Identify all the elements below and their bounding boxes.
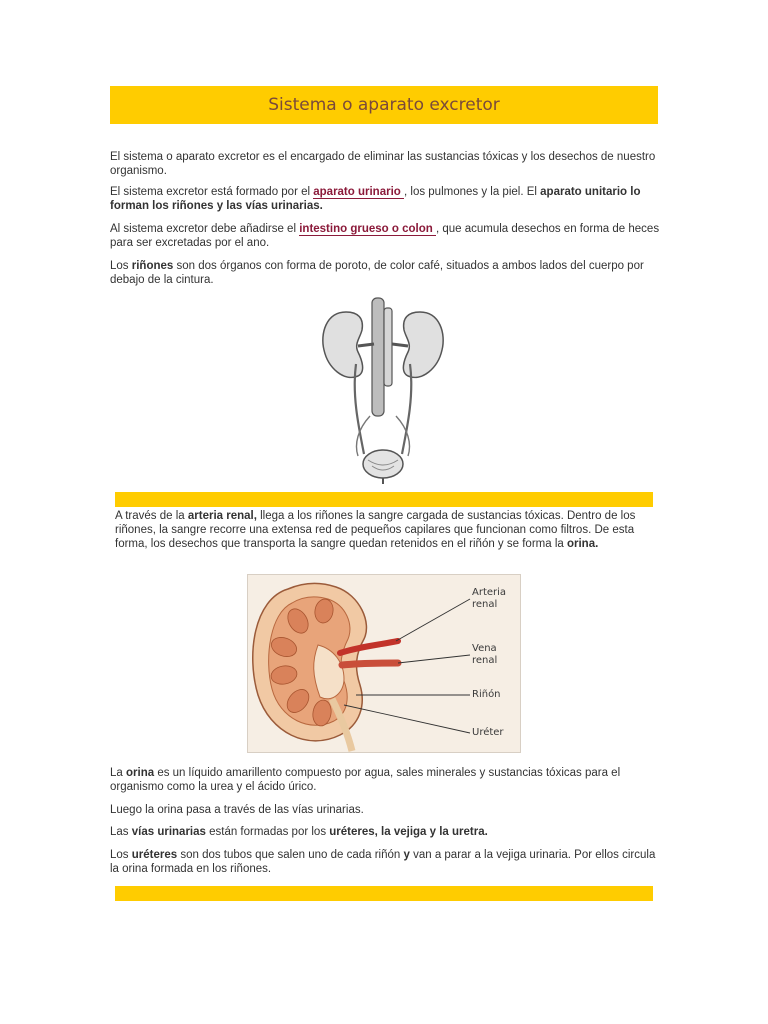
intro-text-2a: El sistema excretor está formado por el [110, 186, 314, 198]
label-arteria-renal: Arteria renal [472, 587, 507, 610]
section3-bold-4a: uréteres [131, 849, 178, 861]
section3-text-2: Luego la orina pasa a través de las vías urinarias. [110, 804, 364, 816]
intro-bold-4: riñones [131, 260, 174, 272]
section3-bold-1: orina [126, 767, 155, 779]
intro-paragraph-4 [110, 259, 660, 287]
intro-text-3a: Al sistema excretor debe añadirse el [110, 223, 300, 235]
intro-text-1: El sistema o aparato excretor es el encargado de eliminar las sustancias tóxicas y los desechos de nuestro organismo. [110, 151, 656, 177]
intro-text-4b: son dos órganos con forma de poroto, de color café, situados a ambos lados del cuerpo por debajo de la cintura. [110, 260, 644, 286]
section2-text-a: A través de la [115, 510, 188, 522]
intro-text-3b: , que acumula desechos en forma de heces para ser excretadas por el ano. [110, 223, 660, 249]
section3-text-3a: Las [110, 826, 132, 838]
section3-bold-3a: vías urinarias [131, 826, 206, 838]
kidney-cross-section-figure [247, 574, 521, 753]
section3-paragraph-2 [110, 803, 660, 817]
link-aparato-urinario[interactable]: aparato urinario [313, 186, 404, 198]
intro-paragraph-1 [110, 150, 660, 178]
section3-bold-3b: uréteres, la vejiga y la uretra. [329, 826, 488, 838]
section3-text-4b: son dos tubos que salen uno de cada riñón [177, 849, 404, 861]
vena-cava [372, 298, 384, 416]
renal-vein [342, 663, 398, 665]
intro-bold-2: aparato unitario lo forman los riñones y las vías urinarias. [110, 186, 641, 212]
left-renal-vessel [358, 344, 374, 346]
section3-text-1a: La [110, 767, 126, 779]
section3-text-3b: están formadas por los [205, 826, 330, 838]
aorta [384, 308, 392, 386]
label-ureter: Uréter [472, 727, 504, 738]
label-vena-renal: Vena renal [472, 643, 498, 666]
section3-paragraph-3 [110, 825, 660, 839]
section3-text-4c: van a parar a la vejiga urinaria. Por ellos circula la orina formada en los riñones. [110, 849, 656, 875]
right-ureter [402, 364, 411, 454]
page-title: Sistema o aparato excretor [268, 95, 500, 115]
title-banner [110, 86, 658, 124]
label-rinon: Riñón [472, 689, 501, 700]
intro-paragraph-3 [110, 222, 660, 250]
right-renal-vessel [392, 344, 408, 346]
intro-text-2b: , los pulmones y la piel. El [404, 186, 541, 198]
section-divider-1 [115, 492, 653, 507]
link-intestino-grueso[interactable]: intestino grueso o colon [299, 223, 436, 235]
urinary-system-illustration [318, 294, 448, 486]
section3-text-1b: es un líquido amarillento compuesto por agua, sales minerales y sustancias tóxicas para el organismo como la urea y el ácido úrico. [110, 767, 621, 793]
left-ureter [355, 364, 364, 454]
section2-paragraph [115, 509, 655, 551]
section2-text-b: llega a los riñones la sangre cargada de sustancias tóxicas. Dentro de los riñones, la sangre recorre una extensa red de pequeños capilares que funcionan como filtros. De esta forma, los desechos que transporta la sangre quedan retenidos en el riñón y se forma la [115, 510, 636, 550]
intro-paragraph-2 [110, 185, 660, 213]
section3-paragraph-1 [110, 766, 660, 794]
section3-paragraph-4 [110, 848, 660, 876]
section3-text-4a: Los [110, 849, 132, 861]
section2-bold-2: orina. [566, 538, 599, 550]
section3-bold-4b: y [403, 849, 410, 861]
section2-bold-1: arteria renal, [187, 510, 257, 522]
intro-text-4a: Los [110, 260, 132, 272]
section-divider-2 [115, 886, 653, 901]
bladder [363, 450, 403, 478]
